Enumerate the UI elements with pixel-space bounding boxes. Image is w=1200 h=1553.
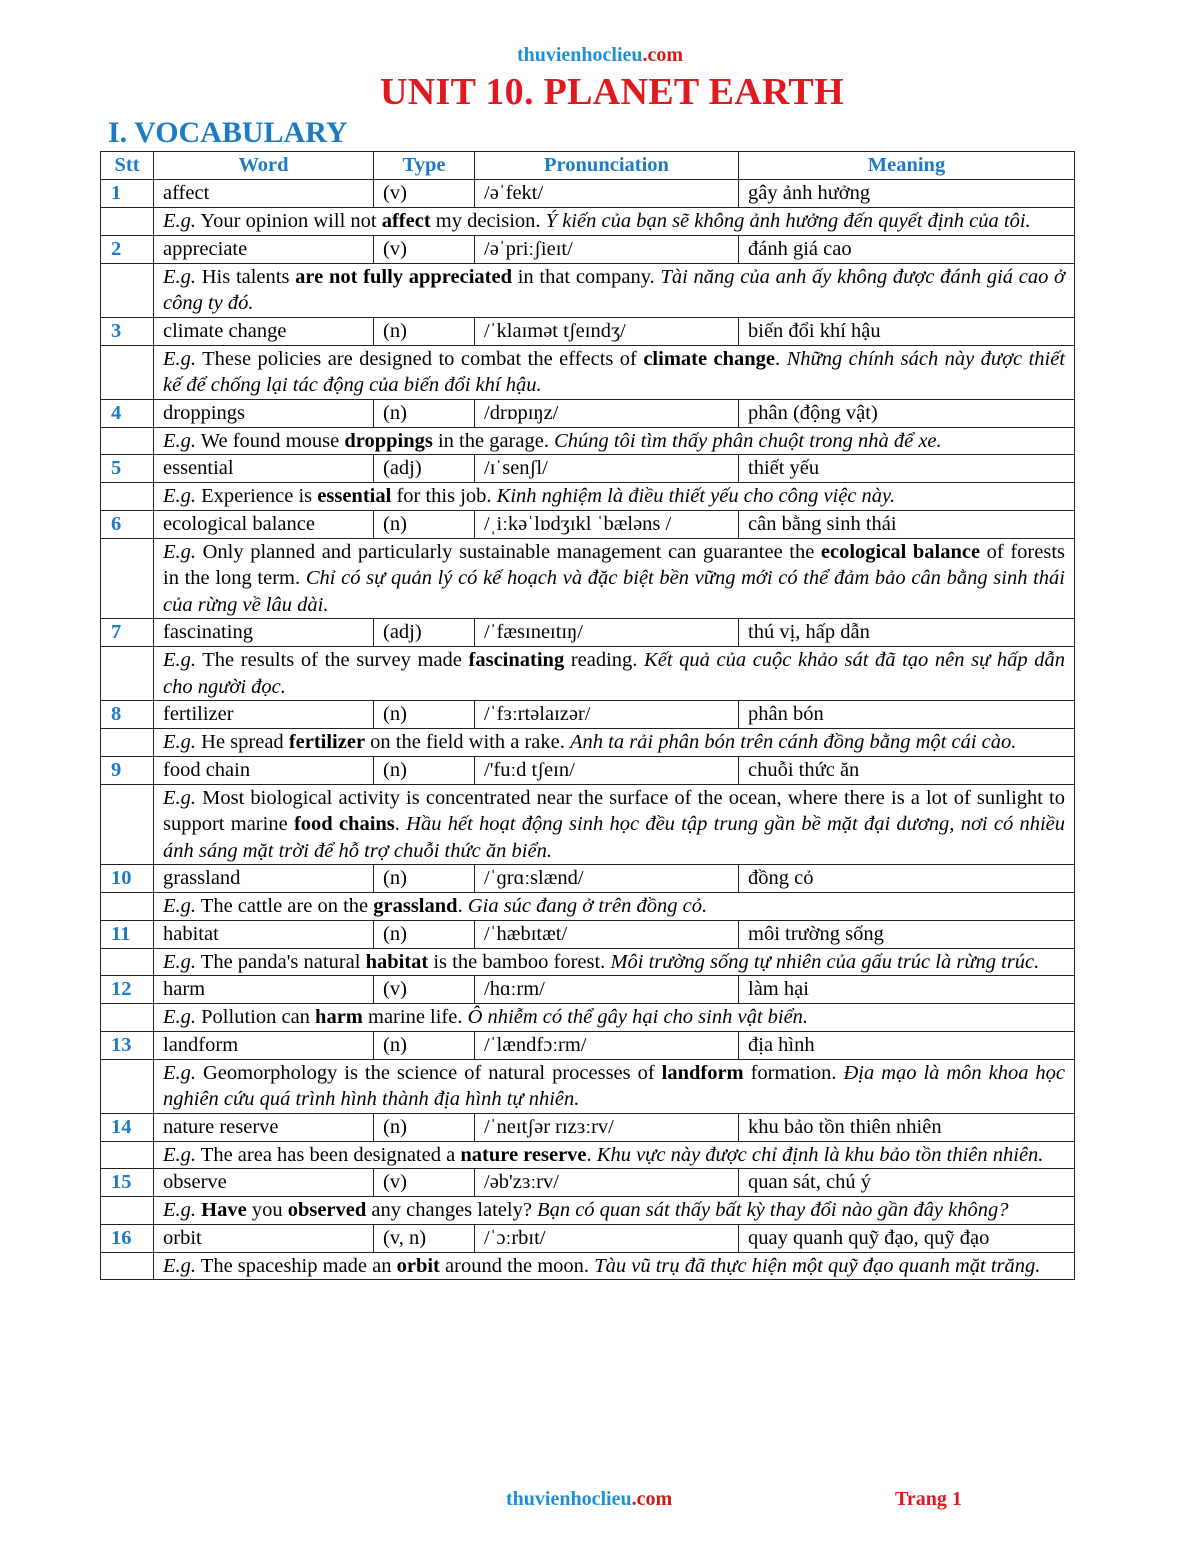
pronunciation-cell: /əˈpriːʃieɪt/ [475,235,739,263]
example-row [101,1252,1075,1280]
table-row [101,399,1075,427]
site-footer[interactable] [506,1488,672,1511]
example-part: droppings [344,429,433,452]
vocabulary-rows [101,180,1075,1280]
header-meaning: Meaning [739,152,1075,180]
pronunciation-cell: /drɒpɪŋz/ [475,399,739,427]
type-cell: (n) [374,920,475,948]
example-row [101,483,1075,511]
example-row [101,1004,1075,1032]
example-spacer [101,208,154,236]
meaning-cell: cân bằng sinh thái [739,510,1075,538]
table-row [101,976,1075,1004]
example-row [101,647,1075,701]
example-cell [154,647,1075,701]
meaning-cell: đồng cỏ [739,865,1075,893]
example-part: . [457,895,463,917]
example-translation: Chỉ có sự quản lý có kế hoạch và đặc biệt bền vững mới có thể đảm bảo cân bằng sinh thái của rừng về lâu dài. [163,567,1066,616]
example-part: reading. [564,649,638,671]
example-part: nature reserve [460,1143,587,1166]
example-cell [154,893,1075,921]
example-spacer [101,948,154,976]
word-cell: climate change [154,317,374,345]
pronunciation-cell: /ˈlændfɔːrm/ [475,1031,739,1059]
meaning-cell: môi trường sống [739,920,1075,948]
type-cell: (n) [374,756,475,784]
example-translation: Anh ta rải phân bón trên cánh đồng bằng một cái cào. [569,731,1017,753]
example-part: fertilizer [288,731,366,753]
example-translation: Môi trường sống tự nhiên của gấu trúc là rừng trúc. [610,950,1040,973]
example-row [101,1197,1075,1225]
meaning-cell: phân (động vật) [739,399,1075,427]
example-part: Most biological activity is concentrated near the surface of the ocean, where there is a lot of sunlight to support marine [163,786,1066,835]
meaning-cell: phân bón [739,701,1075,729]
example-label: E.g. [163,1199,197,1221]
example-row [101,1059,1075,1113]
example-cell [154,1141,1075,1169]
type-cell: (v, n) [374,1224,475,1252]
example-part: . [586,1143,592,1166]
type-cell: (v) [374,180,475,208]
word-cell: landform [154,1031,374,1059]
example-part: . [394,813,400,835]
example-row [101,893,1075,921]
example-part: in that company. [512,265,655,288]
vocabulary-table [100,151,1075,1280]
word-cell: observe [154,1169,374,1197]
example-translation: Gia súc đang ở trên đồng cỏ. [467,895,708,917]
example-cell [154,1059,1075,1113]
footer-site-name: thuvienhoclieu [506,1488,632,1510]
example-row [101,538,1075,619]
meaning-cell: biến đổi khí hậu [739,317,1075,345]
example-cell [154,1197,1075,1225]
example-label: E.g. [163,731,197,753]
example-spacer [101,784,154,865]
example-label: E.g. [163,1143,197,1166]
word-cell: appreciate [154,235,374,263]
example-spacer [101,729,154,757]
table-header-row [101,152,1075,180]
meaning-cell: khu bảo tồn thiên nhiên [739,1113,1075,1141]
table-row [101,756,1075,784]
word-cell: harm [154,976,374,1004]
pronunciation-cell: /ˈɡrɑːslænd/ [475,865,739,893]
example-label: E.g. [163,1254,197,1277]
example-label: E.g. [163,540,197,563]
type-cell: (v) [374,235,475,263]
example-label: E.g. [163,895,197,917]
word-cell: fascinating [154,619,374,647]
table-row [101,1113,1075,1141]
example-spacer [101,345,154,399]
example-part: His talents [201,265,296,288]
pronunciation-cell: /ˈfæsɪneɪtɪŋ/ [475,619,739,647]
unit-title: UNIT 10. PLANET EARTH [380,71,844,113]
word-cell: habitat [154,920,374,948]
header-type: Type [374,152,475,180]
example-part: are not fully appreciated [295,265,512,288]
example-spacer [101,263,154,317]
example-label: E.g. [163,265,197,288]
pronunciation-cell: /ˈklaɪmət tʃeɪndʒ/ [475,317,739,345]
example-part: for this job. [391,485,492,507]
example-translation: Chúng tôi tìm thấy phân chuột trong nhà để xe. [554,429,942,452]
example-part: observed [287,1199,367,1221]
row-number: 4 [101,399,154,427]
example-spacer [101,1197,154,1225]
row-number: 3 [101,317,154,345]
example-part: The cattle are on the [200,895,374,917]
word-cell: affect [154,180,374,208]
example-part: harm [315,1006,363,1028]
page-number: Trang 1 [895,1488,962,1510]
row-number: 2 [101,235,154,263]
example-row [101,948,1075,976]
header-word: Word [154,152,374,180]
example-spacer [101,893,154,921]
pronunciation-cell: /ˌiːkəˈlɒdʒɪkl ˈbæləns / [475,510,739,538]
table-row [101,920,1075,948]
example-part: The panda's natural [200,950,366,973]
example-row [101,345,1075,399]
type-cell: (n) [374,1031,475,1059]
example-part: Geomorphology is the science of natural processes of [202,1061,662,1084]
example-label: E.g. [163,485,197,507]
example-part: any changes lately? [366,1199,532,1221]
table-row [101,455,1075,483]
row-number: 9 [101,756,154,784]
pronunciation-cell: /əˈfekt/ [475,180,739,208]
type-cell: (adj) [374,619,475,647]
example-cell [154,538,1075,619]
example-spacer [101,647,154,701]
example-part: my decision. [430,210,541,232]
example-part: Pollution can [201,1006,316,1028]
example-translation: Tài năng của anh ấy không được đánh giá cao ở công ty đó. [163,265,1065,314]
example-part: orbit [396,1254,440,1277]
example-part: grassland [373,895,458,917]
section-title: I. VOCABULARY [108,116,348,149]
example-label: E.g. [163,1006,197,1028]
footer-site-tld: .com [631,1488,673,1510]
type-cell: (n) [374,701,475,729]
row-number: 11 [101,920,154,948]
meaning-cell: thiết yếu [739,455,1075,483]
pronunciation-cell: /ˈfɜːrtəlaɪzər/ [475,701,739,729]
example-part: of forests in the long term. [163,540,1065,589]
example-label: E.g. [163,210,197,232]
meaning-cell: gây ảnh hưởng [739,180,1075,208]
example-label: E.g. [163,950,197,973]
example-cell [154,784,1075,865]
example-part: habitat [365,950,429,973]
example-row [101,729,1075,757]
example-part: you [246,1199,288,1221]
example-translation: Hầu hết hoạt động sinh học đều tập trung gần bề mặt đại dương, nơi có nhiều ánh sáng mặt trời để hỗ trợ chuỗi thức ăn biển. [163,813,1066,862]
word-cell: essential [154,455,374,483]
pronunciation-cell: /ˈhæbɪtæt/ [475,920,739,948]
example-cell [154,948,1075,976]
example-spacer [101,1059,154,1113]
example-part: Only planned and particularly sustainable management can guarantee the [202,540,821,563]
table-row [101,317,1075,345]
row-number: 14 [101,1113,154,1141]
site-tld: .com [642,44,684,66]
table-row [101,865,1075,893]
example-label: E.g. [163,429,197,452]
example-translation: Khu vực này được chỉ định là khu bảo tồn thiên nhiên. [596,1143,1044,1166]
row-number: 13 [101,1031,154,1059]
example-part: is the bamboo forest. [428,950,606,973]
example-translation: Ý kiến của bạn sẽ không ảnh hưởng đến quyết định của tôi. [545,210,1031,232]
row-number: 16 [101,1224,154,1252]
example-part: Experience is [201,485,318,507]
example-cell [154,729,1075,757]
example-part: fascinating [468,649,565,671]
example-row [101,263,1075,317]
example-translation: Kinh nghiệm là điều thiết yếu cho công việc này. [496,485,896,507]
meaning-cell: chuỗi thức ăn [739,756,1075,784]
example-part: Your opinion will not [200,210,382,232]
example-cell [154,1004,1075,1032]
meaning-cell: thú vị, hấp dẫn [739,619,1075,647]
example-part: marine life. [362,1006,463,1028]
example-part: essential [317,485,392,507]
example-translation: Bạn có quan sát thấy bất kỳ thay đổi nào gần đây không? [537,1199,1009,1221]
word-cell: orbit [154,1224,374,1252]
table-row [101,619,1075,647]
type-cell: (v) [374,1169,475,1197]
example-cell [154,208,1075,236]
example-translation: Kết quả của cuộc khảo sát đã tạo nên sự hấp dẫn cho người đọc. [163,649,1066,698]
example-cell [154,263,1075,317]
table-row [101,701,1075,729]
type-cell: (adj) [374,455,475,483]
pronunciation-cell: /əb'zɜːrv/ [475,1169,739,1197]
table-row [101,235,1075,263]
type-cell: (n) [374,865,475,893]
example-label: E.g. [163,347,197,370]
example-spacer [101,538,154,619]
header-pronunciation: Pronunciation [475,152,739,180]
example-spacer [101,483,154,511]
example-translation: Tàu vũ trụ đã thực hiện một quỹ đạo quanh mặt trăng. [594,1254,1041,1277]
site-name: thuvienhoclieu [516,44,643,66]
word-cell: grassland [154,865,374,893]
example-part: ecological balance [820,540,981,563]
example-part: Have [201,1199,247,1221]
example-part: These policies are designed to combat the effects of [202,347,644,370]
row-number: 8 [101,701,154,729]
type-cell: (n) [374,510,475,538]
row-number: 1 [101,180,154,208]
example-cell [154,483,1075,511]
word-cell: fertilizer [154,701,374,729]
example-spacer [101,1004,154,1032]
example-row [101,1141,1075,1169]
example-part: The spaceship made an [200,1254,397,1277]
pronunciation-cell: /hɑːrm/ [475,976,739,1004]
example-spacer [101,1252,154,1280]
type-cell: (n) [374,317,475,345]
site-header[interactable] [0,44,1200,67]
example-cell [154,427,1075,455]
row-number: 10 [101,865,154,893]
word-cell: food chain [154,756,374,784]
example-spacer [101,427,154,455]
example-row [101,208,1075,236]
word-cell: ecological balance [154,510,374,538]
example-translation: Ô nhiễm có thể gây hại cho sinh vật biển. [467,1006,809,1028]
meaning-cell: địa hình [739,1031,1075,1059]
pronunciation-cell: /ˈɔːrbɪt/ [475,1224,739,1252]
table-row [101,1031,1075,1059]
meaning-cell: quan sát, chú ý [739,1169,1075,1197]
example-part: landform [661,1061,744,1084]
row-number: 7 [101,619,154,647]
example-part: around the moon. [439,1254,590,1277]
type-cell: (n) [374,1113,475,1141]
row-number: 5 [101,455,154,483]
header-stt: Stt [101,152,154,180]
example-part: affect [381,210,431,232]
row-number: 6 [101,510,154,538]
table-row [101,510,1075,538]
example-row [101,427,1075,455]
example-label: E.g. [163,649,197,671]
meaning-cell: đánh giá cao [739,235,1075,263]
example-part: food chains [293,813,395,835]
row-number: 12 [101,976,154,1004]
example-label: E.g. [163,786,197,809]
example-translation: Địa mạo là môn khoa học nghiên cứu quá trình hình thành địa hình tự nhiên. [163,1061,1065,1110]
example-part: The area has been designated a [200,1143,461,1166]
example-part: climate change [643,347,776,370]
word-cell: droppings [154,399,374,427]
pronunciation-cell: /ɪˈsenʃl/ [475,455,739,483]
example-part: He spread [201,731,289,753]
example-part: in the garage. [432,429,549,452]
example-part: on the field with a rake. [365,731,565,753]
table-row [101,1224,1075,1252]
meaning-cell: làm hại [739,976,1075,1004]
example-part: formation. [743,1061,837,1084]
row-number: 15 [101,1169,154,1197]
example-translation: Những chính sách này được thiết kế để chống lại tác động của biến đổi khí hậu. [163,347,1066,396]
example-part: We found mouse [200,429,345,452]
table-row [101,180,1075,208]
type-cell: (v) [374,976,475,1004]
table-row [101,1169,1075,1197]
example-cell [154,1252,1075,1280]
word-cell: nature reserve [154,1113,374,1141]
example-cell [154,345,1075,399]
example-spacer [101,1141,154,1169]
pronunciation-cell: /ˈneɪtʃər rɪzɜːrv/ [475,1113,739,1141]
example-label: E.g. [163,1061,197,1084]
example-part: . [775,347,781,370]
example-part: The results of the survey made [202,649,469,671]
meaning-cell: quay quanh quỹ đạo, quỹ đạo [739,1224,1075,1252]
pronunciation-cell: /'fuːd tʃeɪn/ [475,756,739,784]
type-cell: (n) [374,399,475,427]
example-row [101,784,1075,865]
